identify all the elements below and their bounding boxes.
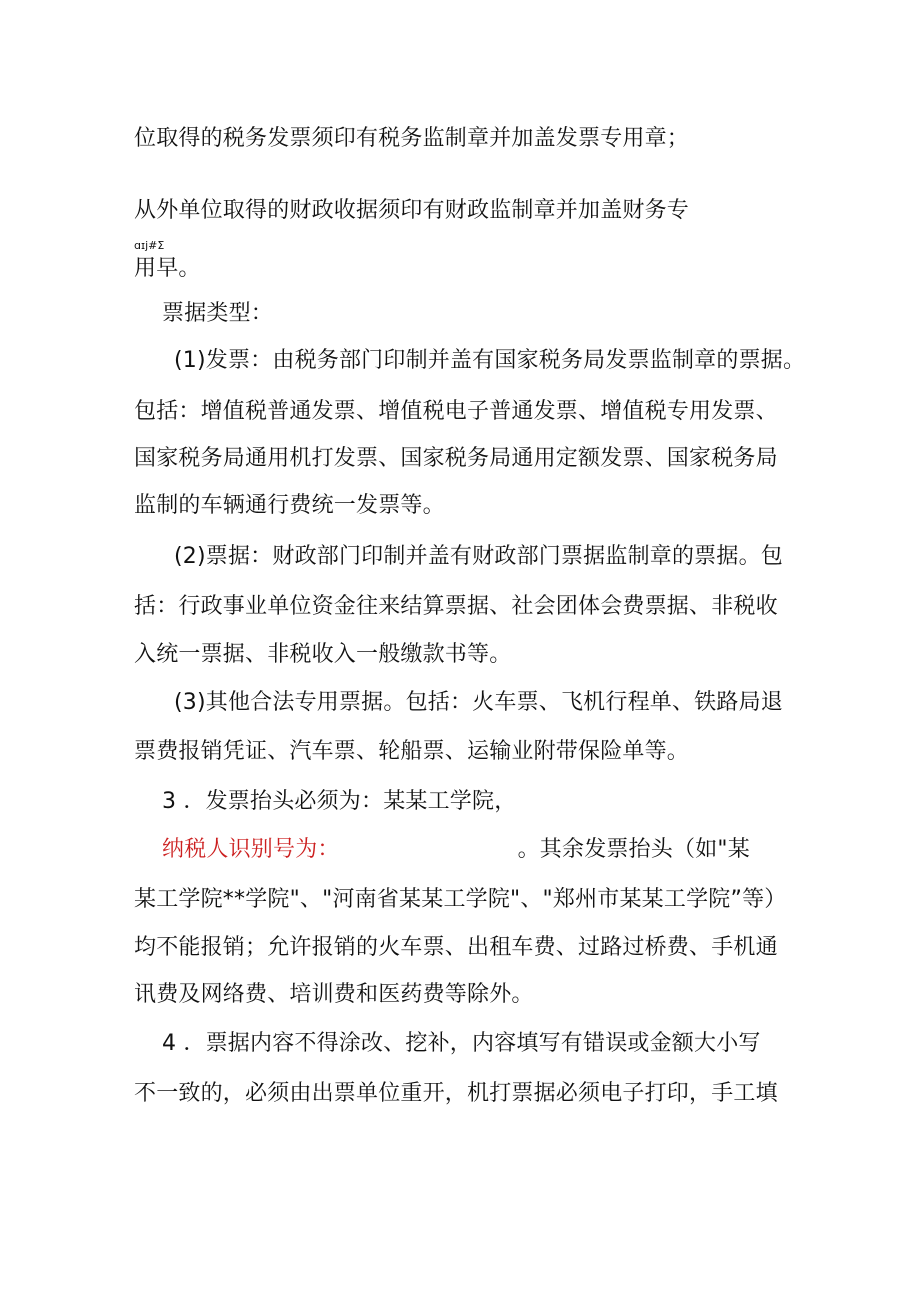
taxpayer-label: 纳税人识别号为： xyxy=(162,837,340,862)
text-line: 括：行政事业单位资金往来结算票据、社会团体会费票据、非税收 xyxy=(134,594,778,619)
text-line: 用早。 xyxy=(134,256,201,281)
text-line: (1)发票：由税务部门印制并盖有国家税务局发票监制章的票据。 xyxy=(174,348,806,373)
text-line: (3)其他合法专用票据。包括：火车票、飞机行程单、铁路局退 xyxy=(174,690,783,715)
section-heading: 票据类型： xyxy=(162,301,274,326)
text-line: 讯费及网络费、培训费和医药费等除外。 xyxy=(134,982,534,1007)
text-line: 均不能报销；允许报销的火车票、出租车费、过路过桥费、手机通 xyxy=(134,935,778,960)
taxpayer-line xyxy=(162,835,750,865)
text-line: 4 ．票据内容不得涂改、挖补，内容填写有错误或金额大小写 xyxy=(162,1031,761,1056)
text-line: 入统一票据、非税收入一般缴款书等。 xyxy=(134,642,512,667)
text-line: 监制的车辆通行费统一发票等。 xyxy=(134,493,445,518)
text-line: 包括：增值税普通发票、增值税电子普通发票、增值税专用发票、 xyxy=(134,399,778,424)
text-line: 某工学院**学院"、"河南省某某工学院"、"郑州市某某工学院”等） xyxy=(134,887,787,912)
text-line: 从外单位取得的财政收据须印有财政监制章并加盖财务专 xyxy=(134,198,690,223)
text-line: 位取得的税务发票须印有税务监制章并加盖发票专用章； xyxy=(134,126,690,151)
small-mark: ɑɪj#Σ xyxy=(134,239,165,252)
text-line: (2)票据：财政部门印制并盖有财政部门票据监制章的票据。包 xyxy=(174,544,783,569)
text-line: 票费报销凭证、汽车票、轮船票、运输业附带保险单等。 xyxy=(134,739,690,764)
text-line: 国家税务局通用机打发票、国家税务局通用定额发票、国家税务局 xyxy=(134,446,778,471)
taxpayer-rest: 。其余发票抬头（如"某 xyxy=(517,837,750,862)
text-line: 3 ．发票抬头必须为：某某工学院， xyxy=(162,789,517,814)
text-line: 不一致的，必须由出票单位重开，机打票据必须电子打印，手工填 xyxy=(134,1081,778,1106)
